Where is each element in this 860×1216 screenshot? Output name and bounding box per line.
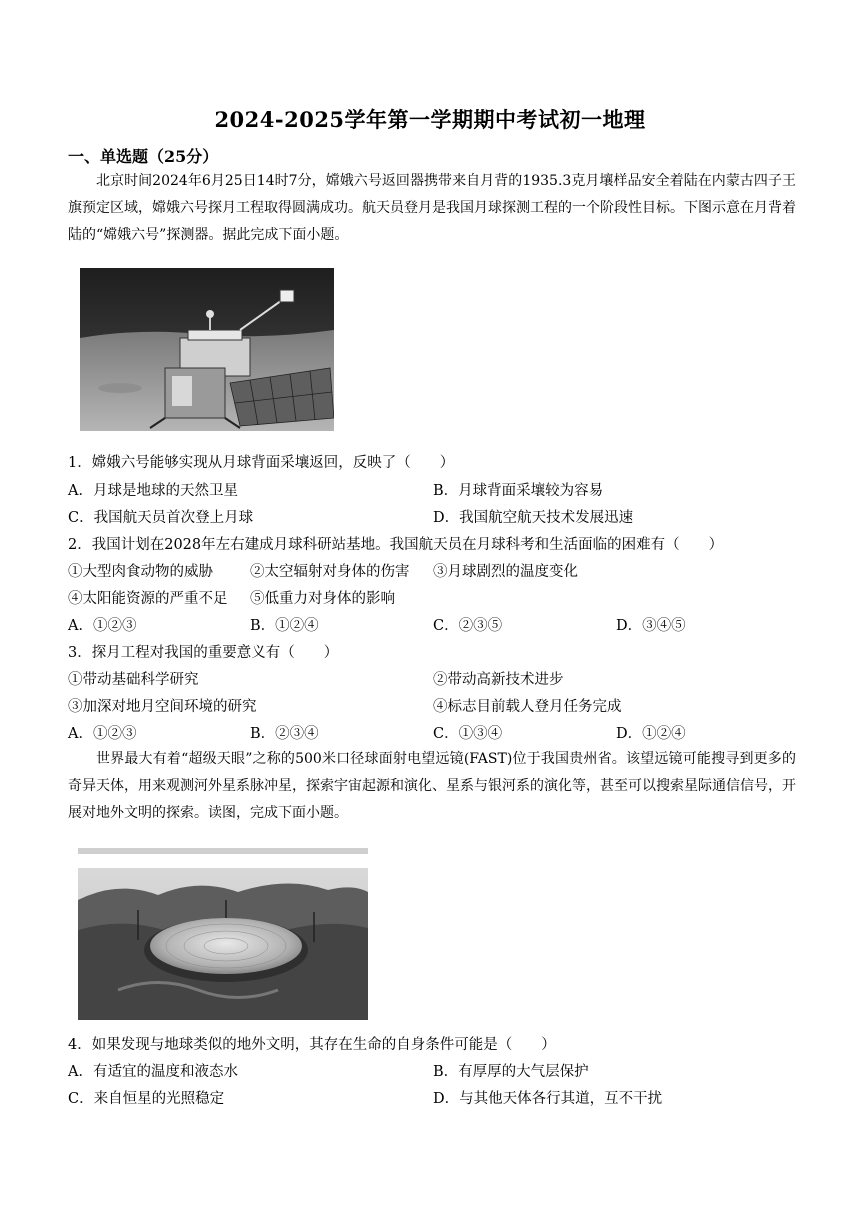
page-title: 2024-2025学年第一学期期中考试初一地理 bbox=[214, 107, 646, 132]
q2-option-d[interactable]: D．③④⑤ bbox=[616, 618, 686, 634]
q3-statement-4: ④标志目前载人登月任务完成 bbox=[433, 699, 622, 715]
q1-option-c[interactable]: C．我国航天员首次登上月球 bbox=[68, 510, 254, 526]
q3-statement-1: ①带动基础科学研究 bbox=[68, 672, 199, 688]
q2-option-a[interactable]: A．①②③ bbox=[68, 618, 137, 634]
question-4-stem: 4．如果发现与地球类似的地外文明，其存在生命的自身条件可能是（ ） bbox=[68, 1037, 556, 1053]
question-2-stem: 2．我国计划在2028年左右建成月球科研站基地。我国航天员在月球科考和生活面临的困难有（ ） bbox=[68, 537, 724, 553]
passage-chang-e: 北京时间2024年6月25日14时7分，嫦娥六号返回器携带来自月背的1935.3克月壤样品安全着陆在内蒙古四子王旗预定区域，嫦娥六号探月工程取得圆满成功。航天员登月是我国月球探测工程的一个阶段性目标。下图示意在月背着陆的“嫦娥六号”探测器。据此完成下面小题。 bbox=[68, 173, 796, 243]
q4-option-a[interactable]: A．有适宜的温度和液态水 bbox=[68, 1064, 238, 1080]
q2-statement-5: ⑤低重力对身体的影响 bbox=[250, 591, 395, 607]
q4-option-c[interactable]: C．来自恒星的光照稳定 bbox=[68, 1091, 225, 1107]
q2-statement-3: ③月球剧烈的温度变化 bbox=[433, 564, 578, 580]
q3-option-a[interactable]: A．①②③ bbox=[68, 726, 137, 742]
q1-option-d[interactable]: D．我国航空航天技术发展迅速 bbox=[433, 510, 634, 526]
passage-fast-telescope: 世界最大有着“超级天眼”之称的500米口径球面射电望远镜(FAST)位于我国贵州省。该望远镜可能搜寻到更多的奇异天体，用来观测河外星系脉冲星，探索宇宙起源和演化、星系与银河系的演化等，甚至可以搜索星际通信信号，开展对地外文明的探索。读图，完成下面小题。 bbox=[68, 751, 796, 821]
q4-option-d[interactable]: D．与其他天体各行其道，互不干扰 bbox=[433, 1091, 663, 1107]
q2-option-b[interactable]: B．①②④ bbox=[250, 618, 319, 634]
q1-option-a[interactable]: A．月球是地球的天然卫星 bbox=[68, 483, 238, 499]
q2-statement-1: ①大型肉食动物的威胁 bbox=[68, 564, 213, 580]
q3-option-c[interactable]: C．①③④ bbox=[433, 726, 503, 742]
fast-telescope-photo bbox=[78, 840, 368, 1020]
q2-option-c[interactable]: C．②③⑤ bbox=[433, 618, 503, 634]
question-3-stem: 3．探月工程对我国的重要意义有（ ） bbox=[68, 645, 339, 661]
question-1-stem: 1．嫦娥六号能够实现从月球背面采壤返回，反映了（ ） bbox=[68, 455, 455, 471]
chang-e-6-lander-photo bbox=[80, 268, 334, 431]
q3-statement-2: ②带动高新技术进步 bbox=[433, 672, 564, 688]
q1-option-b[interactable]: B．月球背面采壤较为容易 bbox=[433, 483, 604, 499]
q3-statement-3: ③加深对地月空间环境的研究 bbox=[68, 699, 257, 715]
q4-option-b[interactable]: B．有厚厚的大气层保护 bbox=[433, 1064, 589, 1080]
q3-option-b[interactable]: B．②③④ bbox=[250, 726, 319, 742]
q2-statement-4: ④太阳能资源的严重不足 bbox=[68, 591, 228, 607]
section-heading: 一、单选题（25分） bbox=[68, 147, 219, 166]
q2-statement-2: ②太空辐射对身体的伤害 bbox=[250, 564, 410, 580]
q3-option-d[interactable]: D．①②④ bbox=[616, 726, 686, 742]
